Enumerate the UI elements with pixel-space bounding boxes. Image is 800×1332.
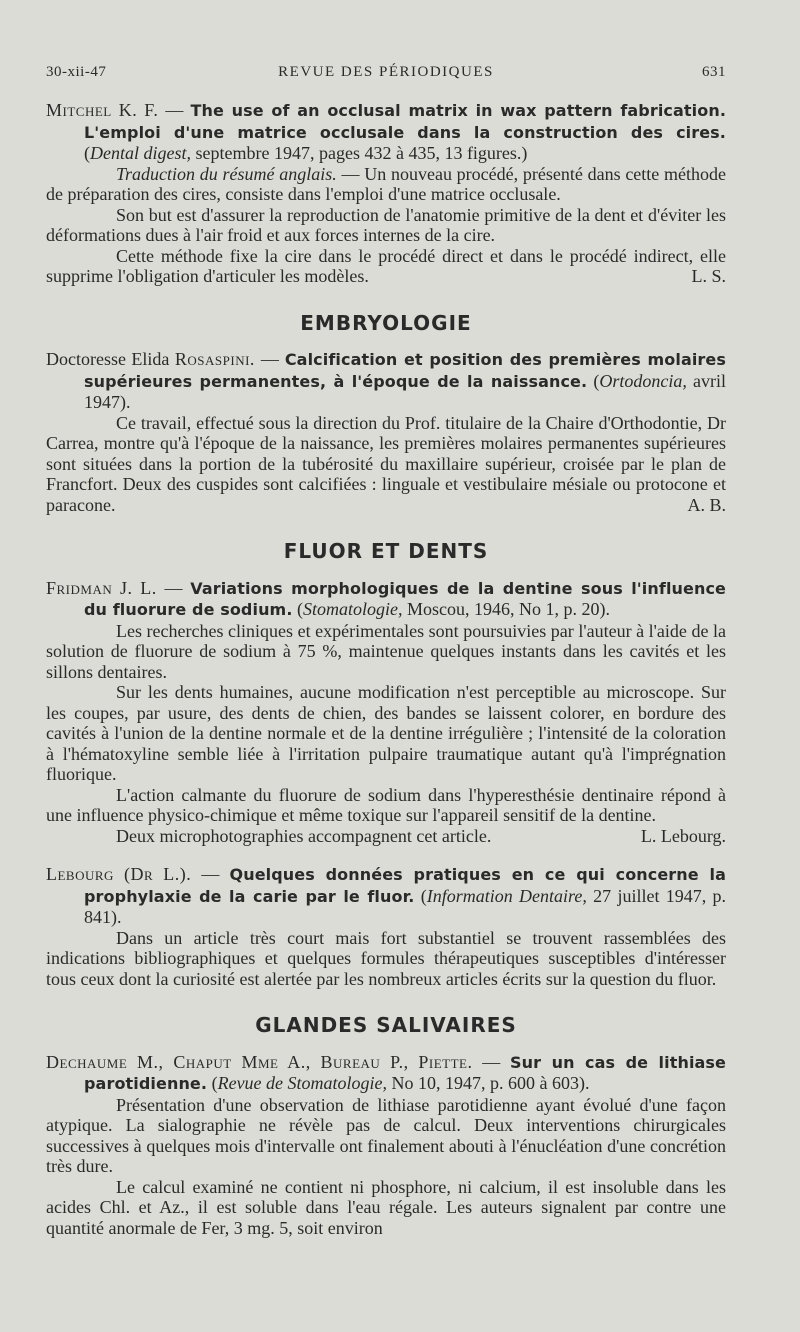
article-title: Calcification et position des premières molaires supérieures permanentes, à l'époque de la naissance. [84, 350, 726, 391]
section-heading-glandes: GLANDES SALIVAIRES [255, 1013, 517, 1037]
abstract-paragraph: L'action calmante du fluorure de sodium dans l'hyperesthésie dentinaire répond à une influence physico-chimique et même toxique sur l'appareil sensitif de la dentine. [46, 784, 726, 825]
reviewer-signature: L. Lebourg. [640, 825, 726, 846]
article-title-en: The use of an occlusal matrix in wax pattern fabrication. [190, 101, 727, 120]
entry-rosaspini [46, 349, 726, 515]
entry-lebourg [46, 864, 726, 989]
source-details: avril 1947). [84, 370, 727, 412]
article-title: Variations morphologiques de la dentine sous l'influence du fluorure de sodium. [84, 578, 726, 619]
abstract-paragraph: Ce travail, effectué sous la direction du Prof. titulaire de la Chaire d'Orthodontie, Dr Carrea, montre qu'à l'époque de la naissance, les premières molaires permanentes supérieures sont situées dans la portion de la tubérosité du maxillaire supérieur, croisée par le plan de Francfort. Deux des cuspides sont calcifiées : linguale et vestibulaire mésiale ou protocone et paracone. A. B. [46, 412, 726, 515]
abstract-paragraph: Deux microphotographies accompagnent cet article. L. Lebourg. [116, 825, 726, 846]
article-title-fr: L'emploi d'une matrice occlusale dans la construction des cires. [84, 122, 726, 142]
author: Mitchel K. F. — [46, 100, 184, 120]
author: Lebourg (Dr L.). — [46, 864, 220, 884]
source-journal: Revue de Stomatologie, [217, 1073, 388, 1093]
abstract-paragraph: Présentation d'une observation de lithiase parotidienne ayant évolué d'une façon atypique. La sialographie ne révèle pas de calcul. Deux interventions chirurgicales successives à quelques mois d'intervalle ont finalement abouti à l'énucléation d'une concrétion très dure. [46, 1094, 726, 1176]
abstract-paragraph: Dans un article très court mais fort substantiel se trouvent rassemblées des indications bibliographiques et quelques formules thérapeutiques susceptibles d'intéresser tous ceux dont la curiosité est alertée par les nombreux articles écrits sur la question du fluor. [46, 927, 726, 989]
entry-dechaume [46, 1052, 726, 1239]
section-heading-fluor: FLUOR ET DENTS [283, 539, 489, 563]
reviewer-signature: L. S. [691, 266, 726, 286]
source-journal: Ortodoncia, [599, 370, 687, 391]
source-details: septembre 1947, pages 432 à 435, 13 figures.) [195, 143, 528, 163]
entry-mitchel [46, 100, 726, 287]
citation: Mitchel K. F. — The use of an occlusal matrix in wax pattern fabrication. L'emploi d'une matrice occlusale dans la construction des cires. (Dental digest, septembre 1947, pages 432 à 435, 13 figures.) [46, 100, 727, 163]
page-body [46, 100, 726, 1238]
page-number: 631 [702, 64, 726, 80]
article-title: Sur un cas de lithiase parotidienne. [84, 1052, 726, 1093]
citation: Fridman J. L. — Variations morphologiques de la dentine sous l'influence du fluorure de sodium. (Stomatologie, Moscou, 1946, No 1, p. 20). [46, 577, 726, 619]
header-journal-title: REVUE DES PÉRIODIQUES [278, 64, 494, 80]
author: Fridman J. L. — [46, 577, 183, 598]
header-date: 30-xii-47 [46, 64, 107, 80]
abstract-paragraph: Cette méthode fixe la cire dans le procédé direct et dans le procédé indirect, elle supprime l'obligation d'articuler les modèles. L. S. [46, 245, 726, 286]
abstract-paragraph: Traduction du résumé anglais. — Un nouveau procédé, présenté dans cette méthode de préparation des cires, consiste dans l'emploi d'une matrice occlusale. [46, 163, 727, 204]
article-title: Quelques données pratiques en ce qui concerne la prophylaxie de la carie par le fluor. [84, 865, 726, 906]
source-journal: Information Dentaire, [426, 885, 587, 906]
author: Rosaspini. — [174, 349, 280, 369]
citation: Doctoresse Elida Rosaspini. — Calcification et position des premières molaires supérieures permanentes, à l'époque de la naissance. (Ortodoncia, avril 1947). [46, 349, 727, 412]
abstract-paragraph: Le calcul examiné ne contient ni phosphore, ni calcium, il est insoluble dans les acides Chl. et Az., il est soluble dans l'eau régale. Les auteurs signalent par contre une quantité anormale de Fer, 3 mg. 5, soit environ [46, 1176, 726, 1238]
source-details: 27 juillet 1947, p. 841). [84, 885, 727, 927]
abstract-paragraph: Son but est d'assurer la reproduction de l'anatomie primitive de la dent et d'éviter les déformations dues à l'air froid et aux forces internes de la cire. [46, 204, 726, 245]
source-journal: Dental digest, [90, 143, 191, 163]
reviewer-signature: A. B. [687, 494, 726, 515]
source-journal: Stomatologie, [303, 599, 403, 619]
entry-fridman [46, 578, 726, 847]
section-heading-embryologie: EMBRYOLOGIE [300, 310, 472, 335]
source-details: Moscou, 1946, No 1, p. 20). [407, 599, 611, 619]
citation: Dechaume M., Chaput Mme A., Bureau P., Piette. — Sur un cas de lithiase parotidienne. (Revue de Stomatologie, No 10, 1947, p. 600 à 603). [46, 1051, 726, 1093]
citation: Lebourg (Dr L.). — Quelques données pratiques en ce qui concerne la prophylaxie de la carie par le fluor. (Information Dentaire, 27 juillet 1947, p. 841). [46, 864, 727, 927]
abstract-paragraph: Sur les dents humaines, aucune modification n'est perceptible au microscope. Sur les coupes, par usure, des dents de chien, des bandes se laissent colorer, en bordure des cavités à l'union de la dentine normale et de la dentine irrégulière ; l'intensité de la coloration à l'hématoxyline semble liée à l'irritation pulpaire traumatique autant qu'à l'imprégnation fluorique. [46, 682, 726, 784]
abstract-paragraph: Les recherches cliniques et expérimentales sont poursuivies par l'auteur à l'aide de la solution de fluorure de sodium à 75 %, maintenue quelques instants dans les cavités et les sillons dentaires. [46, 620, 726, 682]
author: Dechaume M., Chaput Mme A., Bureau P., Piette. — [46, 1051, 501, 1072]
source-details: No 10, 1947, p. 600 à 603). [391, 1073, 590, 1093]
